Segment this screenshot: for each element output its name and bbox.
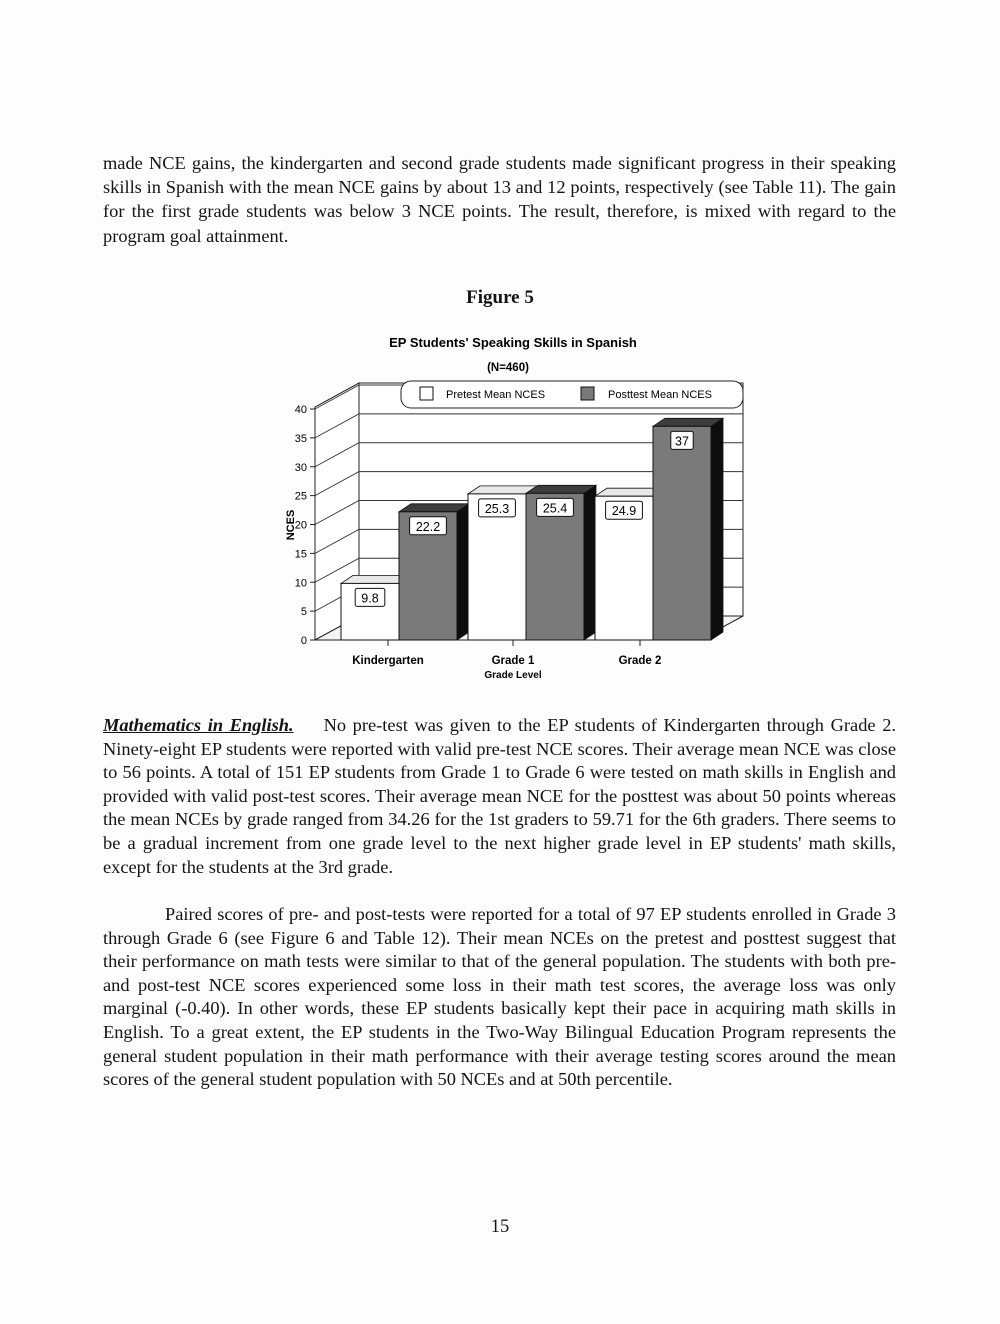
legend-label-pretest: Pretest Mean NCES (446, 389, 546, 401)
data-label: 25.3 (484, 501, 510, 516)
y-tick-label: 20 (294, 519, 307, 532)
data-label: 24.9 (611, 504, 637, 519)
page-number: 15 (490, 1217, 510, 1237)
body-paragraph-2 (103, 714, 896, 879)
body-paragraph-3: Paired scores of pre- and post-tests were reported for a total of 97 EP students enrolled in Grade 3 through Grade 6 (see Figure 6 and Table 12). Their mean NCEs on the pretest and posttest suggest that their performance on math tests were similar to that of the general population. The students with both pre- and post-test NCE scores experienced some loss in their math test scores, the average loss was only marginal (-0.40). In other words, these EP students basically kept their pace in acquiring math skills in English. To a great extent, the EP students in the Two-Way Bilingual Education Program represents the general student population in their math performance with their average testing scores around the mean scores of the general student population with 50 NCEs and at 50th percentile. (103, 904, 896, 1090)
bar-side (584, 485, 596, 640)
bar-top (653, 418, 723, 426)
figure-title: Figure 5 (466, 287, 534, 308)
legend-swatch-posttest (581, 387, 594, 400)
chart-title: EP Students' Speaking Skills in Spanish (389, 335, 637, 350)
section-heading: Mathematics in English. (103, 715, 294, 735)
x-tick-label: Kindergarten (352, 655, 424, 667)
x-axis-label: Grade Level (484, 670, 542, 681)
y-tick-label: 5 (300, 606, 307, 619)
y-tick-label: 15 (294, 548, 307, 561)
data-label: 37 (675, 434, 689, 449)
x-tick-label: Grade 1 (491, 655, 535, 667)
y-tick-label: 25 (294, 490, 307, 503)
body-paragraph-2-text: No pre-test was given to the EP students of Kindergarten through Grade 2. Ninety-eight EP students were reported with valid pre-test NCE scores. Their average mean NCE was close to 56 points. A total of 151 EP students from Grade 1 to Grade 6 were tested on math skills in English and provided with valid post-test scores. Their average mean NCE for the posttest was about 50 points whereas the mean NCEs by grade ranged from 34.26 for the 1st graders to 59.71 for the 6th graders. There seems to be a gradual increment from one grade level to the next higher grade level in EP students' math skills, except for the students at the 3rd grade. (103, 715, 896, 877)
legend-label-posttest: Posttest Mean NCES (608, 389, 712, 401)
data-label: 22.2 (415, 519, 441, 534)
bar-side (457, 504, 469, 640)
bar-side (711, 418, 723, 640)
data-label: 9.8 (361, 591, 379, 606)
chart-subtitle: (N=460) (487, 362, 529, 374)
bar-top (526, 485, 596, 493)
y-tick-label: 10 (294, 577, 307, 590)
bar-top (399, 504, 469, 512)
y-tick-label: 0 (300, 635, 307, 647)
y-tick-label: 35 (294, 432, 307, 445)
data-label: 25.4 (542, 501, 568, 516)
legend-swatch-pretest (420, 387, 433, 400)
y-axis-label: NCES (285, 509, 297, 541)
posttest-bar (653, 426, 711, 640)
body-paragraph-1: made NCE gains, the kindergarten and second grade students made significant progress in their speaking skills in Spanish with the mean NCE gains by about 13 and 12 points, respectively (see Table 11). The gain for the first grade students was below 3 NCE points. The result, therefore, is mixed with regard to the program goal attainment. (103, 153, 896, 246)
x-tick-label: Grade 2 (618, 655, 662, 667)
y-tick-label: 40 (294, 404, 307, 416)
y-tick-label: 30 (294, 461, 307, 474)
